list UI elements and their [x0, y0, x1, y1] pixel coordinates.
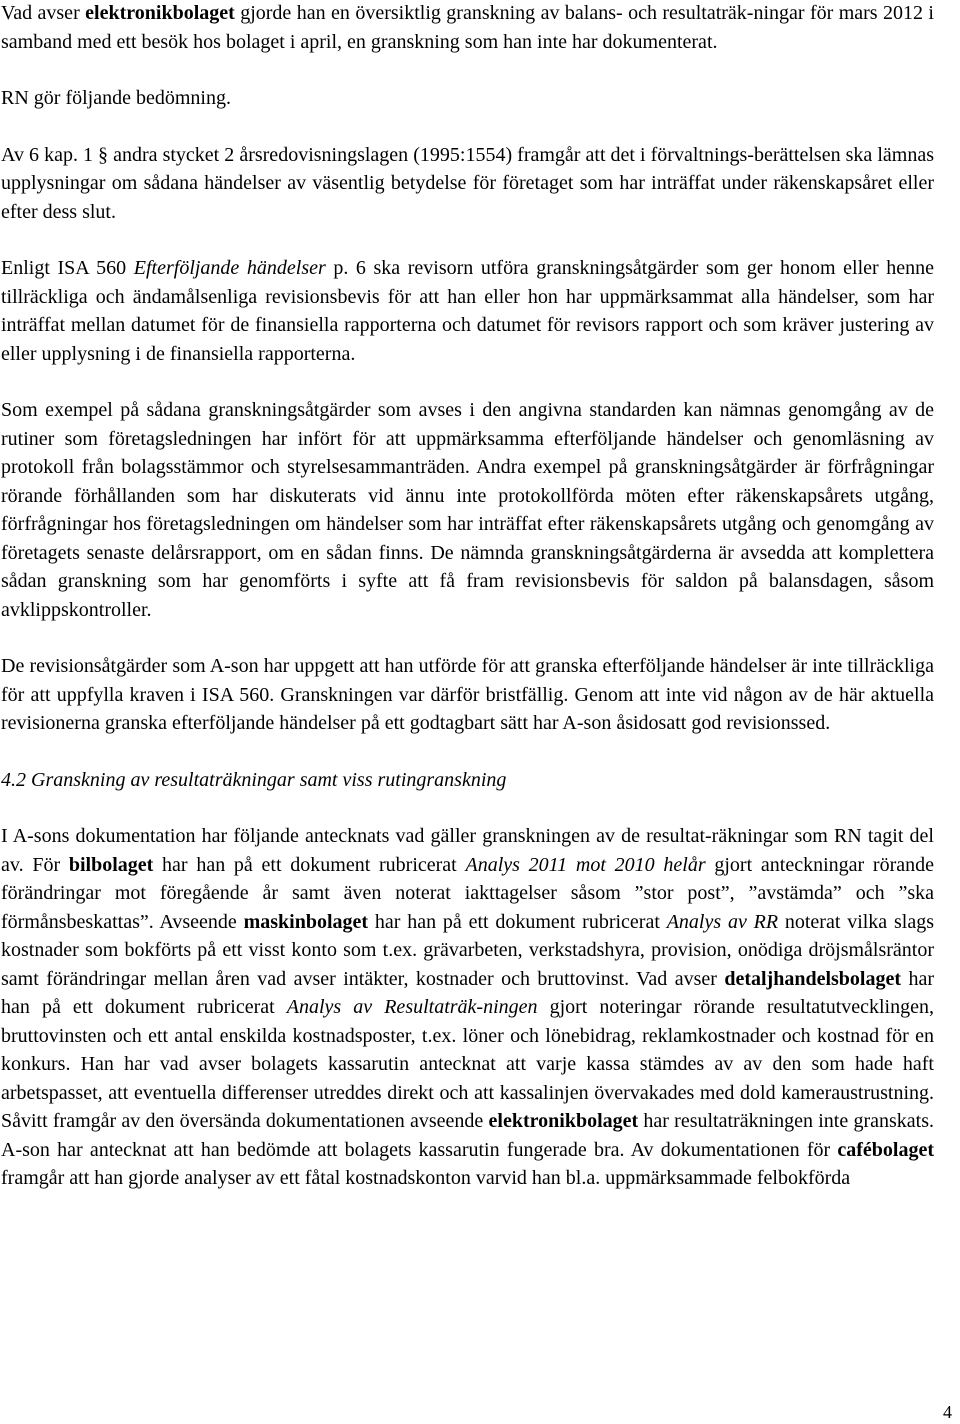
text-span: De revisionsåtgärder som A-son har uppgett att han utförde för att granska efterföljande händelser är inte tillräckliga för att uppfylla kraven i ISA 560. Granskningen var därför bristfällig. Genom att inte vid någon av de här aktuella revisionerna granska efterföljande händelser på ett godtagbart sätt har A-son åsidosatt god revisionssed.	[1, 655, 934, 734]
company-name-bold: bilbolaget	[68, 853, 154, 876]
document-title-italic: Analys av Resultaträk-ningen	[286, 996, 538, 1018]
text-span: gjorde han en översiktlig granskning av balans- och resultaträk-ningar för mars 2012 i samband med ett besök hos bolaget i april, en granskning som han inte har dokumenterat.	[1, 2, 934, 53]
text-span: har resultaträkningen inte granskats. A-son har antecknat att han bedömde att bolagets kassarutin fungerade bra. Av dokumentationen för	[1, 1110, 935, 1161]
company-name-bold: elektronikbolaget	[488, 1110, 639, 1132]
text-span: har han på ett dokument rubricerat	[1, 967, 934, 1018]
text-span: p. 6 ska revisorn utföra granskningsåtgärder som ger honom eller henne tillräckliga och ändamålsenliga revisionsbevis för att han eller hon har uppmärksammat alla händelser, som har inträffat mellan datumet för de finansiella rapporterna och datumet för revisors rapport och som kräver justering av eller upplysning i de finansiella rapporterna.	[1, 257, 934, 365]
company-name-bold: cafébolaget	[837, 1138, 934, 1161]
text-span: Som exempel på sådana granskningsåtgärder som avses i den angivna standarden kan nämnas genomgång av de rutiner som företagsledningen har infört för att uppmärksamma efterföljande händelser och genomläsning av protokoll från bolagsstämmor och styrelsesammanträden. Andra exempel på granskningsåtgärder är förfrågningar rörande förhållanden som har diskuterats vid ännu inte protokollförda möten efter räkenskapsårets utgång, förfrågningar hos företagsledningen om händelser som har inträffat efter räkenskapsårets utgång och genomgång av företagets senaste delårsrapport, om en sådan finns. De nämnda granskningsåtgärderna är avsedda att komplettera sådan granskning som har genomförts i syfte att få fram revisionsbevis för saldon på balansdagen, såsom avklippskontroller.	[1, 399, 934, 621]
paragraph-isa-560	[1, 254, 934, 368]
text-span: Vad avser	[1, 2, 86, 24]
document-title-italic: Analys av RR	[666, 910, 779, 933]
paragraph-arsredovisningslagen	[1, 141, 934, 227]
paragraph-rn-assessment	[1, 84, 934, 113]
paragraph-examples-procedures	[1, 396, 934, 624]
paragraph-insufficient-procedures	[1, 652, 934, 738]
text-span: Enligt ISA 560	[1, 257, 134, 279]
text-span: Av 6 kap. 1 § andra stycket 2 årsredovisningslagen (1995:1554) framgår att det i förvaltnings-berättelsen ska lämnas upplysningar om sådana händelser av väsentlig betydelse för företaget som har inträffat under räkenskapsåret eller efter dess slut.	[1, 143, 934, 223]
company-name-bold: maskinbolaget	[243, 910, 369, 933]
standard-title-italic: Efterföljande händelser	[133, 257, 326, 279]
text-span: RN gör följande bedömning.	[1, 87, 231, 109]
company-name-bold: elektronikbolaget	[85, 2, 235, 24]
text-span: har han på ett dokument rubricerat	[368, 910, 667, 933]
section-number: 4.2	[1, 768, 26, 791]
paragraph-income-statement-review	[1, 822, 934, 1193]
text-span: I A-sons dokumentation har följande antecknats vad gäller granskningen av de resultat-räkningar som RN tagit del av. För	[1, 825, 934, 876]
section-heading	[1, 766, 934, 795]
text-span: framgår att han gjorde analyser av ett fåtal kostnadskonton varvid han bl.a. uppmärksammade felbokförda	[1, 1167, 851, 1189]
text-span: gjort noteringar rörande resultatutvecklingen, bruttovinsten och ett antal enskilda kostnadsposter, t.ex. löner och lönebidrag, reklamkostnader och kostnad för en konkurs. Han har vad avser bolagets kassarutin antecknat att varje kassa stämdes av av den som hade haft arbetspasset, att eventuella differenser utreddes direkt och att kassalinjen övervakades med dold kameraustrustning. Såvitt framgår av den översända dokumentationen avseende	[1, 996, 934, 1132]
text-span: har han på ett dokument rubricerat	[153, 853, 466, 876]
text-span: gjort anteckningar rörande förändringar mot föregående år samt även noterat iakttagelser såsom ”stor post”, ”avstämda” och ”ska förmånsbeskattas”. Avseende	[1, 853, 934, 933]
text-span: noterat vilka slags kostnader som bokförts på ett visst konto som t.ex. grävarbeten, verkstadshyra, provision, onödiga dröjsmålsräntor samt förändringar mellan åren vad avser intäkter, kostnader och bruttovinst. Vad avser	[1, 910, 934, 990]
document-title-italic: Analys 2011 mot 2010 helår	[465, 853, 706, 876]
page-number: 4	[943, 1402, 952, 1422]
company-name-bold: detaljhandelsbolaget	[724, 967, 902, 990]
section-title: Granskning av resultaträkningar samt viss rutingranskning	[26, 768, 507, 791]
paragraph-elektronikbolaget-review	[1, 0, 934, 56]
